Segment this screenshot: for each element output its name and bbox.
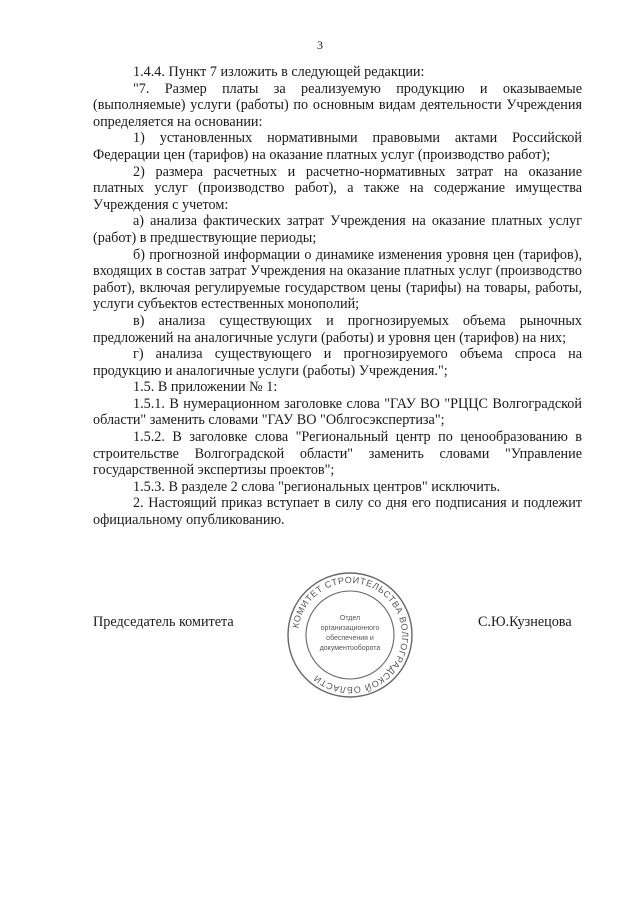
official-stamp [285, 570, 415, 700]
paragraph: 1.5.3. В разделе 2 слова "региональных центров" исключить. [133, 478, 501, 495]
paragraph: 1.4.4. Пункт 7 изложить в следующей редакции: [133, 64, 425, 80]
paragraph: "7. Размер платы за реализуемую продукцию и оказываемые (выполняемые) услуги (работы) по основным видам деятельности Учреждения определяется на основании: [93, 80, 582, 130]
paragraph: а) анализа фактических затрат Учреждения на оказание платных услуг (работ) в предшествующие периоды; [93, 213, 582, 246]
paragraph: б) прогнозной информации о динамике изменения уровня цен (тарифов), входящих в состав затрат Учреждения на оказание платных услуг (производство работ), включая регулируемые государством цены (тарифы) на товары, работы, услуги субъектов естественных монополий; [93, 246, 582, 313]
stamp-inner-line: обеспечения и [326, 635, 374, 642]
paragraph: 2) размера расчетных и расчетно-нормативных затрат на оказание платных услуг (производство работ), а также на содержание имущества Учреждения с учетом: [93, 163, 582, 213]
paragraph: 2. Настоящий приказ вступает в силу со дня его подписания и подлежит официальному опубликованию. [93, 495, 582, 529]
stamp-inner-line: документооборота [319, 645, 381, 652]
paragraph: в) анализа существующих и прогнозируемых объема рыночных предложений на аналогичные услуги (работы) и уровня цен (тарифов) на них; [93, 312, 582, 346]
page-number: 3 [317, 38, 323, 52]
signatory-title: Председатель комитета [93, 614, 234, 630]
stamp-inner-line: Отдел [339, 615, 361, 622]
paragraph: 1.5. В приложении № 1: [133, 379, 278, 396]
paragraph: 1.5.1. В нумерационном заголовке слова "ГАУ ВО "РЦЦС Волгоградской области" заменить словами "ГАУ ВО "Облгосэкспертиза"; [93, 395, 582, 429]
paragraph: г) анализа существующего и прогнозируемого объема спроса на продукцию и аналогичные услуги (работы) Учреждения."; [93, 346, 582, 379]
stamp-outer-text: КОМИТЕТ СТРОИТЕЛЬСТВА ВОЛГОГРАДСКОЙ ОБЛАСТИ [290, 574, 411, 696]
signatory-name: С.Ю.Кузнецова [478, 614, 572, 630]
paragraph: 1.5.2. В заголовке слова "Региональный центр по ценообразованию в строительстве Волгоградской области" заменить словами "Управление государственной экспертизы проектов"; [93, 429, 582, 479]
document-body [93, 64, 582, 529]
stamp-seal-icon [285, 570, 415, 700]
paragraph: 1) установленных нормативными правовыми актами Российской Федерации цен (тарифов) на оказание платных услуг (производство работ); [93, 130, 582, 163]
stamp-inner-line: организационного [320, 625, 380, 632]
